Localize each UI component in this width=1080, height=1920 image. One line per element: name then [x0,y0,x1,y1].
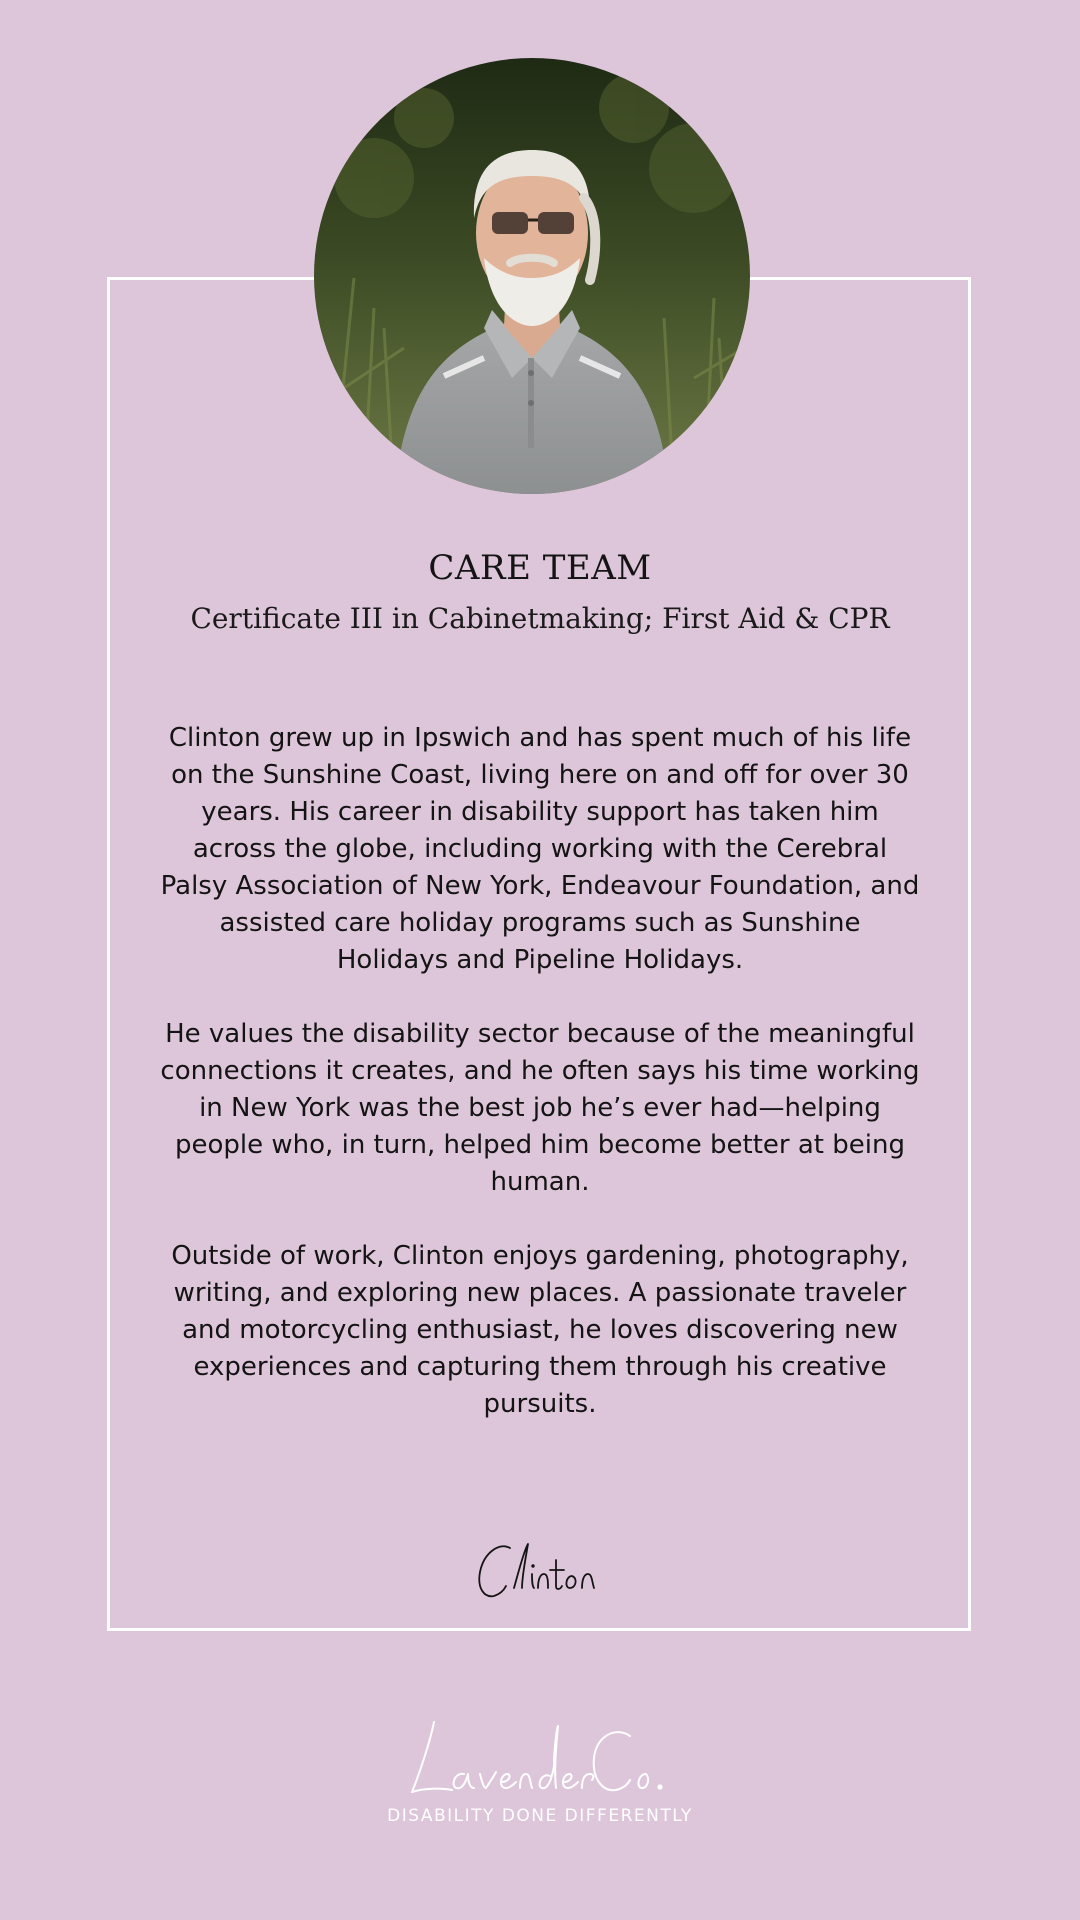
profile-photo [314,58,750,494]
signature-script-image [470,1530,610,1610]
bio-paragraph-2: He values the disability sector because of the meaningful connections it creates, and he often says his time working in New York was the best job he’s ever had—helping people who, in turn, helped him become better at being human. [160,1019,920,1197]
brand-logo-script-image [390,1712,690,1812]
qualifications-subheading: Certificate III in Cabinetmaking; First Aid & CPR [190,602,890,635]
bio-paragraph-1: Clinton grew up in Ipswich and has spent much of his life on the Sunshine Coast, living here on and off for over 30 years. His career in disability support has taken him across the globe, including working with the Cerebral Palsy Association of New York, Endeavour Foundation, and assisted care holiday programs such as Sunshine Holidays and Pipeline Holidays. [160,723,920,975]
profile-photo-illustration [314,58,750,494]
brand-logo [0,1712,1080,1852]
bio-paragraph-3: Outside of work, Clinton enjoys gardening, photography, writing, and exploring new places. A passionate traveler and motorcycling enthusiast, he loves discovering new experiences and capturing them through his creative pursuits. [171,1241,909,1419]
bio-text [160,720,920,1460]
signature [0,1530,1080,1610]
brand-tagline: DISABILITY DONE DIFFERENTLY [387,1806,693,1826]
team-role-heading: CARE TEAM [428,548,652,588]
